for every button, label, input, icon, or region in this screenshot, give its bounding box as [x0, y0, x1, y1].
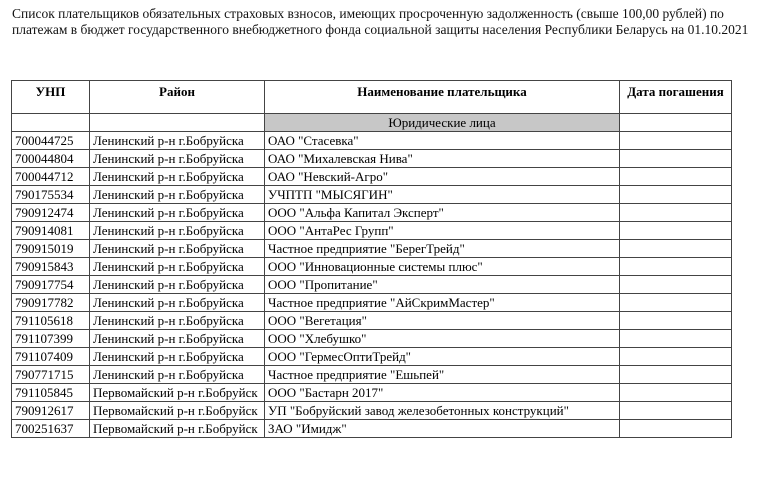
cell-unp: 790912474: [12, 204, 90, 222]
table-row: [12, 312, 732, 330]
cell-unp: 700044725: [12, 132, 90, 150]
cell-payer-name: ОАО "Михалевская Нива": [265, 150, 620, 168]
cell-payer-name: Частное предприятие "Ешьпей": [265, 366, 620, 384]
cell-district: Ленинский р-н г.Бобруйска: [90, 222, 265, 240]
cell-district: Ленинский р-н г.Бобруйска: [90, 168, 265, 186]
cell-district: Ленинский р-н г.Бобруйска: [90, 132, 265, 150]
cell-payer-name: ООО "Вегетация": [265, 312, 620, 330]
cell-payer-name: ООО "Альфа Капитал Эксперт": [265, 204, 620, 222]
section-empty-cell: [90, 114, 265, 132]
cell-payer-name: ООО "Хлебушко": [265, 330, 620, 348]
table-row: [12, 222, 732, 240]
cell-unp: 790915843: [12, 258, 90, 276]
cell-payer-name: ОАО "Стасевка": [265, 132, 620, 150]
cell-payer-name: ЗАО "Имидж": [265, 420, 620, 438]
cell-date: [620, 420, 732, 438]
cell-unp: 790917754: [12, 276, 90, 294]
section-empty-cell: [620, 114, 732, 132]
table-row: [12, 258, 732, 276]
table-row: [12, 240, 732, 258]
cell-payer-name: ООО "АнтаРес Групп": [265, 222, 620, 240]
cell-date: [620, 384, 732, 402]
cell-district: Первомайский р-н г.Бобруйск: [90, 402, 265, 420]
document-intro: Список плательщиков обязательных страховых взносов, имеющих просроченную задолженность (свыше 100,00 рублей) по платежам в бюджет государственного внебюджетного фонда социальной защиты населения Республики Беларусь на 01.10.2021: [12, 6, 749, 37]
table-row: [12, 186, 732, 204]
header-unp: УНП: [12, 81, 90, 114]
cell-payer-name: Частное предприятие "БерегТрейд": [265, 240, 620, 258]
header-name: Наименование плательщика: [265, 81, 620, 114]
cell-date: [620, 294, 732, 312]
table-row: [12, 366, 732, 384]
cell-date: [620, 150, 732, 168]
cell-district: Первомайский р-н г.Бобруйск: [90, 384, 265, 402]
cell-unp: 791105845: [12, 384, 90, 402]
cell-unp: 790915019: [12, 240, 90, 258]
table-header-row: [12, 81, 732, 114]
cell-payer-name: УЧПТП "МЫСЯГИН": [265, 186, 620, 204]
cell-date: [620, 204, 732, 222]
cell-district: Ленинский р-н г.Бобруйска: [90, 150, 265, 168]
cell-payer-name: ООО "Бастарн 2017": [265, 384, 620, 402]
table-row: [12, 402, 732, 420]
section-empty-cell: [12, 114, 90, 132]
cell-payer-name: ООО "Пропитание": [265, 276, 620, 294]
cell-unp: 791107409: [12, 348, 90, 366]
cell-unp: 790914081: [12, 222, 90, 240]
cell-district: Ленинский р-н г.Бобруйска: [90, 186, 265, 204]
cell-district: Ленинский р-н г.Бобруйска: [90, 204, 265, 222]
table-row: [12, 330, 732, 348]
cell-date: [620, 402, 732, 420]
cell-date: [620, 258, 732, 276]
cell-date: [620, 168, 732, 186]
cell-date: [620, 276, 732, 294]
cell-unp: 790771715: [12, 366, 90, 384]
cell-date: [620, 366, 732, 384]
cell-payer-name: ООО "Инновационные системы плюс": [265, 258, 620, 276]
header-district: Район: [90, 81, 265, 114]
cell-date: [620, 132, 732, 150]
table-row: [12, 294, 732, 312]
cell-unp: 790175534: [12, 186, 90, 204]
cell-unp: 790912617: [12, 402, 90, 420]
cell-district: Ленинский р-н г.Бобруйска: [90, 348, 265, 366]
table-row: [12, 168, 732, 186]
cell-district: Ленинский р-н г.Бобруйска: [90, 294, 265, 312]
table-row: [12, 348, 732, 366]
cell-date: [620, 240, 732, 258]
table-row: [12, 384, 732, 402]
cell-district: Ленинский р-н г.Бобруйска: [90, 258, 265, 276]
cell-district: Ленинский р-н г.Бобруйска: [90, 312, 265, 330]
cell-unp: 791107399: [12, 330, 90, 348]
cell-unp: 700251637: [12, 420, 90, 438]
cell-payer-name: ООО "ГермесОптиТрейд": [265, 348, 620, 366]
cell-payer-name: УП "Бобруйский завод железобетонных конструкций": [265, 402, 620, 420]
cell-date: [620, 312, 732, 330]
cell-unp: 700044712: [12, 168, 90, 186]
section-title: Юридические лица: [265, 114, 620, 132]
cell-payer-name: Частное предприятие "АйСкримМастер": [265, 294, 620, 312]
cell-unp: 791105618: [12, 312, 90, 330]
cell-date: [620, 186, 732, 204]
cell-district: Ленинский р-н г.Бобруйска: [90, 330, 265, 348]
cell-unp: 790917782: [12, 294, 90, 312]
cell-district: Ленинский р-н г.Бобруйска: [90, 366, 265, 384]
cell-unp: 700044804: [12, 150, 90, 168]
table-row: [12, 276, 732, 294]
cell-district: Ленинский р-н г.Бобруйска: [90, 240, 265, 258]
table-row: [12, 132, 732, 150]
section-row: [12, 114, 732, 132]
cell-payer-name: ОАО "Невский-Агро": [265, 168, 620, 186]
cell-district: Первомайский р-н г.Бобруйск: [90, 420, 265, 438]
cell-date: [620, 348, 732, 366]
payers-table: [11, 80, 732, 438]
table-row: [12, 204, 732, 222]
header-date: Дата погашения: [620, 81, 732, 114]
cell-district: Ленинский р-н г.Бобруйска: [90, 276, 265, 294]
cell-date: [620, 222, 732, 240]
table-row: [12, 420, 732, 438]
table-row: [12, 150, 732, 168]
cell-date: [620, 330, 732, 348]
